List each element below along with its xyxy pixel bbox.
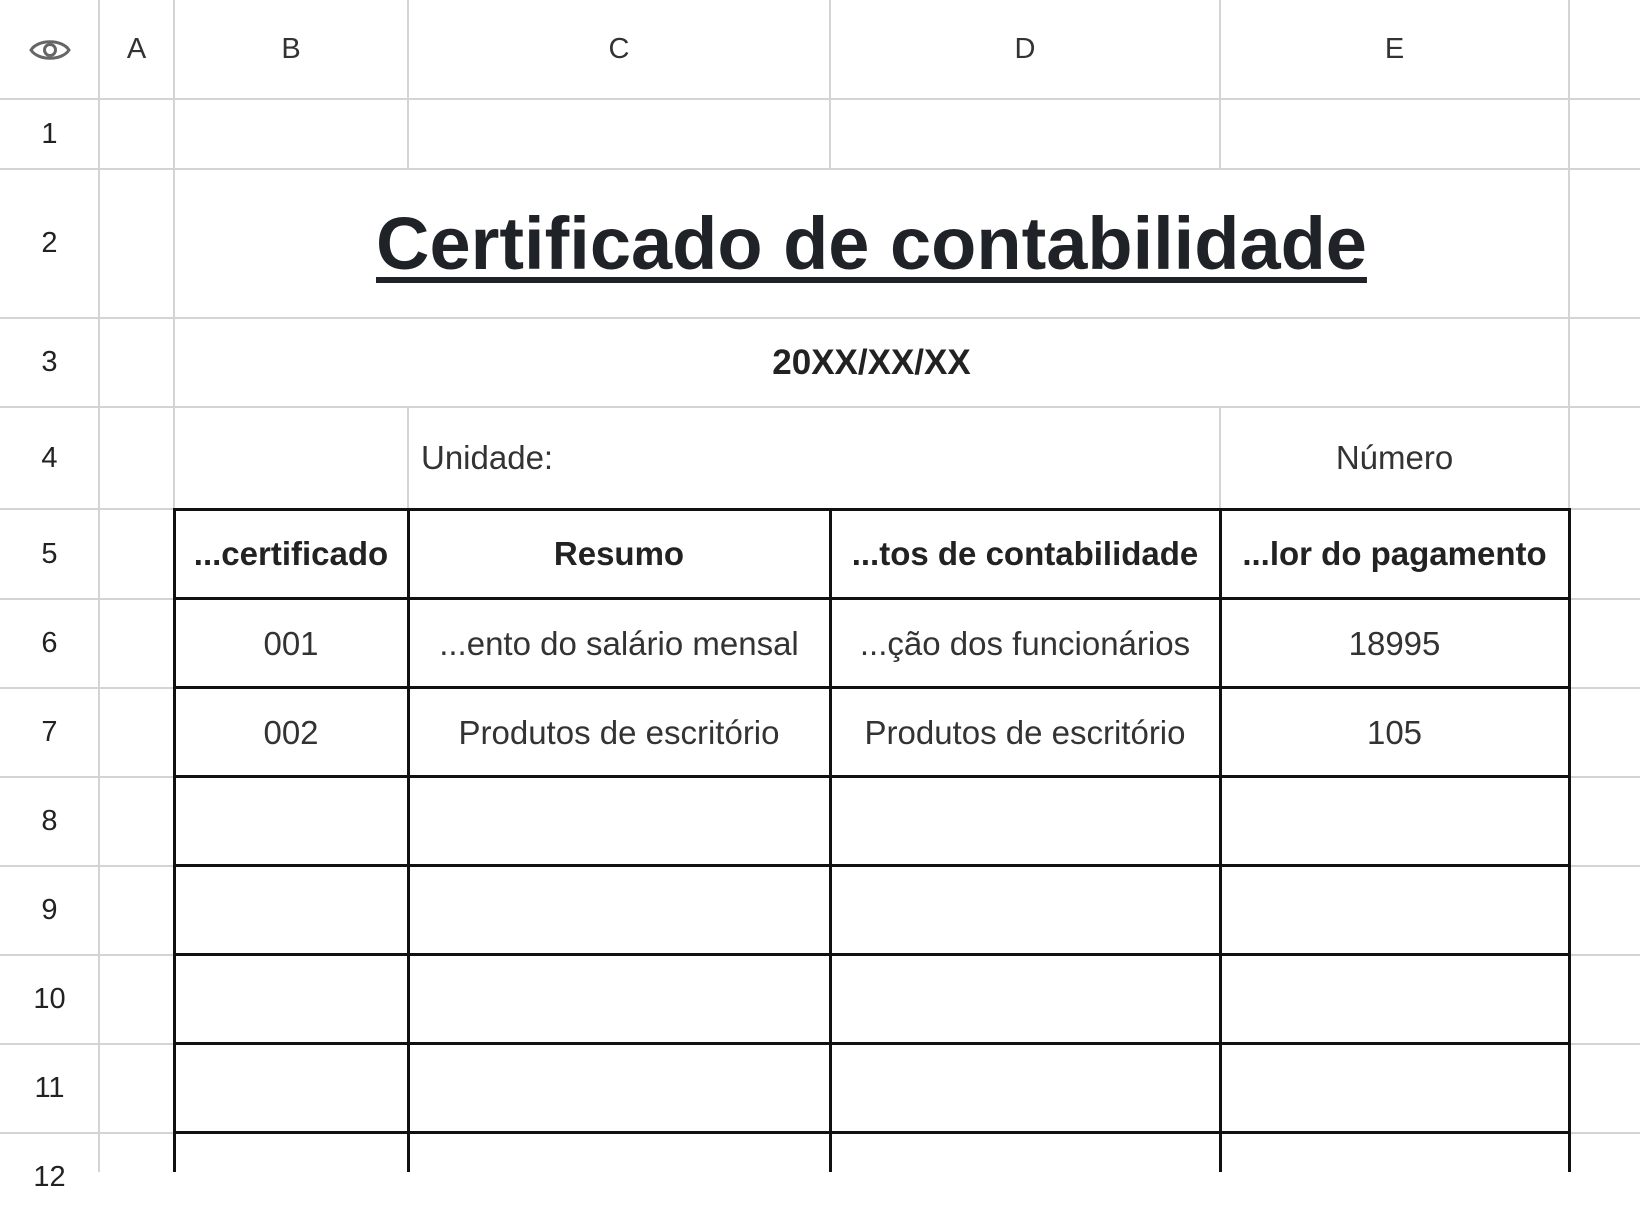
table-cell[interactable] xyxy=(409,956,829,1043)
row-header-11[interactable]: 11 xyxy=(34,1072,65,1104)
column-header-b[interactable]: B xyxy=(281,33,301,65)
table-cell[interactable] xyxy=(409,778,829,865)
table-cell[interactable] xyxy=(409,867,829,954)
table-cell[interactable]: 002 xyxy=(263,713,319,751)
table-cell[interactable] xyxy=(175,1045,407,1132)
table-border xyxy=(173,775,1571,778)
table-cell[interactable]: Produtos de escritório xyxy=(864,713,1186,751)
row-header-12[interactable]: 12 xyxy=(33,1161,66,1193)
row-header-5[interactable]: 5 xyxy=(41,537,58,570)
document-date[interactable]: 20XX/XX/XX xyxy=(772,342,971,382)
table-header-accounting[interactable]: ...tos de contabilidade xyxy=(851,535,1199,572)
table-cell[interactable] xyxy=(831,1045,1219,1132)
table-cell[interactable]: 105 xyxy=(1366,713,1423,751)
row-header-1[interactable]: 1 xyxy=(41,117,58,150)
table-border xyxy=(173,953,1571,956)
table-cell[interactable]: Produtos de escritório xyxy=(458,713,780,751)
table-cell[interactable] xyxy=(1221,956,1568,1043)
table-border xyxy=(173,508,1571,511)
table-cell[interactable]: ...ento do salário mensal xyxy=(439,624,799,662)
document-title[interactable]: Certificado de contabilidade xyxy=(376,202,1367,285)
column-header-a[interactable]: A xyxy=(126,33,147,65)
table-border xyxy=(173,1131,1571,1134)
table-cell[interactable] xyxy=(1221,867,1568,954)
table-border xyxy=(173,597,1571,600)
table-cell[interactable] xyxy=(175,956,407,1043)
row-header-4[interactable]: 4 xyxy=(41,441,58,474)
table-cell[interactable]: 18995 xyxy=(1348,624,1441,662)
table-border xyxy=(173,864,1571,867)
column-header-c[interactable]: C xyxy=(608,33,630,65)
table-cell[interactable] xyxy=(1221,778,1568,865)
table-border xyxy=(173,686,1571,689)
row-header-10[interactable]: 10 xyxy=(33,983,66,1015)
table-cell[interactable] xyxy=(175,778,407,865)
column-header-e[interactable]: E xyxy=(1384,33,1405,65)
table-header-certificate[interactable]: ...certificado xyxy=(193,535,389,572)
row-header-2[interactable]: 2 xyxy=(41,227,58,259)
table-cell[interactable] xyxy=(409,1045,829,1132)
table-cell[interactable] xyxy=(1221,1045,1568,1132)
row-header-8[interactable]: 8 xyxy=(41,805,58,837)
table-border xyxy=(829,509,832,1172)
table-cell[interactable] xyxy=(831,956,1219,1043)
table-header-payment[interactable]: ...lor do pagamento xyxy=(1242,535,1547,572)
table-cell[interactable] xyxy=(831,778,1219,865)
row-header-9[interactable]: 9 xyxy=(41,894,58,926)
row-header-6[interactable]: 6 xyxy=(41,627,58,659)
table-cell[interactable] xyxy=(175,867,407,954)
table-border xyxy=(1568,509,1571,1172)
table-cell[interactable]: ...ção dos funcionários xyxy=(859,624,1191,662)
table-border xyxy=(173,1042,1571,1045)
eye-icon[interactable] xyxy=(0,0,99,99)
table-cell[interactable] xyxy=(831,867,1219,954)
table-header-summary[interactable]: Resumo xyxy=(553,535,685,572)
table-border xyxy=(1219,509,1222,1172)
table-cell[interactable]: 001 xyxy=(263,624,319,662)
table-border xyxy=(407,509,410,1172)
row-header-3[interactable]: 3 xyxy=(41,346,58,378)
unit-label[interactable]: Unidade: xyxy=(421,439,554,476)
row-header-7[interactable]: 7 xyxy=(41,716,58,748)
column-header-d[interactable]: D xyxy=(1014,33,1036,65)
number-label[interactable]: Número xyxy=(1335,439,1454,476)
table-border xyxy=(173,509,176,1172)
